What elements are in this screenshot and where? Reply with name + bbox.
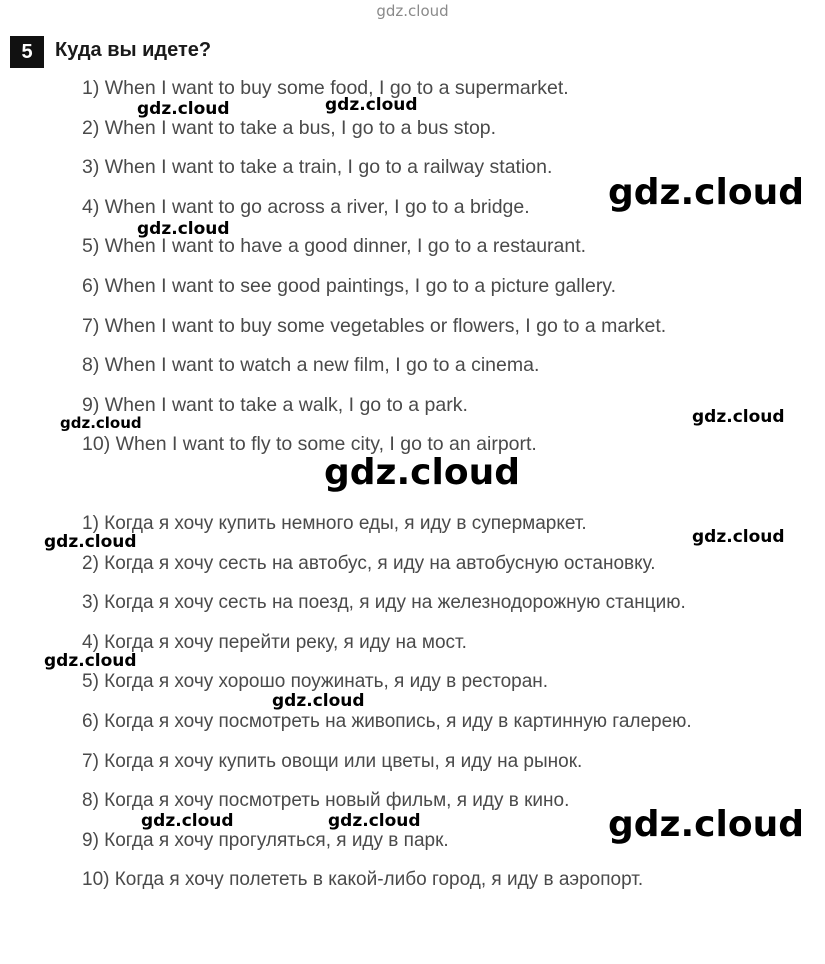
english-answer-list [82, 76, 666, 472]
watermark: gdz.cloud [44, 651, 137, 671]
russian-answer-9: 9) Когда я хочу прогуляться, я иду в парк. [82, 829, 449, 851]
english-answer-1: 1) When I want to buy some food, I go to a supermarket. [82, 77, 569, 99]
russian-answer-8: 8) Когда я хочу посмотреть новый фильм, я иду в кино. [82, 790, 570, 812]
english-answer-7: 7) When I want to buy some vegetables or flowers, I go to a market. [82, 314, 667, 337]
russian-answer-7: 7) Когда я хочу купить овощи или цветы, я иду на рынок. [82, 750, 583, 772]
english-answer-10: 10) When I want to fly to some city, I go to an airport. [82, 433, 537, 456]
task-number-badge: 5 [10, 36, 44, 68]
english-answer-3: 3) When I want to take a train, I go to a railway station. [82, 156, 553, 179]
top-watermark: gdz.cloud [376, 2, 449, 20]
english-answer-8: 8) When I want to watch a new film, I go to a cinema. [82, 354, 540, 377]
watermark: gdz.cloud [272, 691, 365, 711]
russian-answer-6: 6) Когда я хочу посмотреть на живопись, я иду в картинную галерею. [82, 710, 692, 732]
russian-answer-1: 1) Когда я хочу купить немного еды, я иду в супермаркет. [82, 513, 587, 534]
russian-answer-10: 10) Когда я хочу полететь в какой-либо город, я иду в аэропорт. [82, 869, 644, 891]
russian-answer-3: 3) Когда я хочу сесть на поезд, я иду на железнодорожную станцию. [82, 592, 686, 614]
watermark-large: gdz.cloud [608, 172, 804, 213]
watermark: gdz.cloud [692, 407, 785, 427]
english-answer-5: 5) When I want to have a good dinner, I go to a restaurant. [82, 235, 587, 258]
english-answer-9: 9) When I want to take a walk, I go to a park. [82, 393, 468, 416]
task-title: Куда вы идете? [55, 39, 212, 61]
watermark: gdz.cloud [60, 414, 142, 432]
russian-answer-5: 5) Когда я хочу хорошо поужинать, я иду в ресторан. [82, 671, 549, 693]
watermark: gdz.cloud [325, 95, 418, 115]
watermark: gdz.cloud [137, 219, 230, 239]
russian-answer-4: 4) Когда я хочу перейти реку, я иду на мост. [82, 631, 467, 653]
watermark: gdz.cloud [328, 811, 421, 831]
english-answer-4: 4) When I want to go across a river, I go to a bridge. [82, 195, 530, 218]
watermark-large: gdz.cloud [324, 452, 520, 493]
english-answer-6: 6) When I want to see good paintings, I go to a picture gallery. [82, 274, 617, 297]
english-answer-2: 2) When I want to take a bus, I go to a bus stop. [82, 116, 497, 139]
watermark: gdz.cloud [692, 527, 785, 547]
russian-answer-2: 2) Когда я хочу сесть на автобус, я иду на автобусную остановку. [82, 552, 656, 574]
watermark: gdz.cloud [141, 811, 234, 831]
watermark: gdz.cloud [44, 532, 137, 552]
russian-answer-list [82, 512, 692, 908]
watermark-large: gdz.cloud [608, 804, 804, 845]
watermark: gdz.cloud [137, 99, 230, 119]
